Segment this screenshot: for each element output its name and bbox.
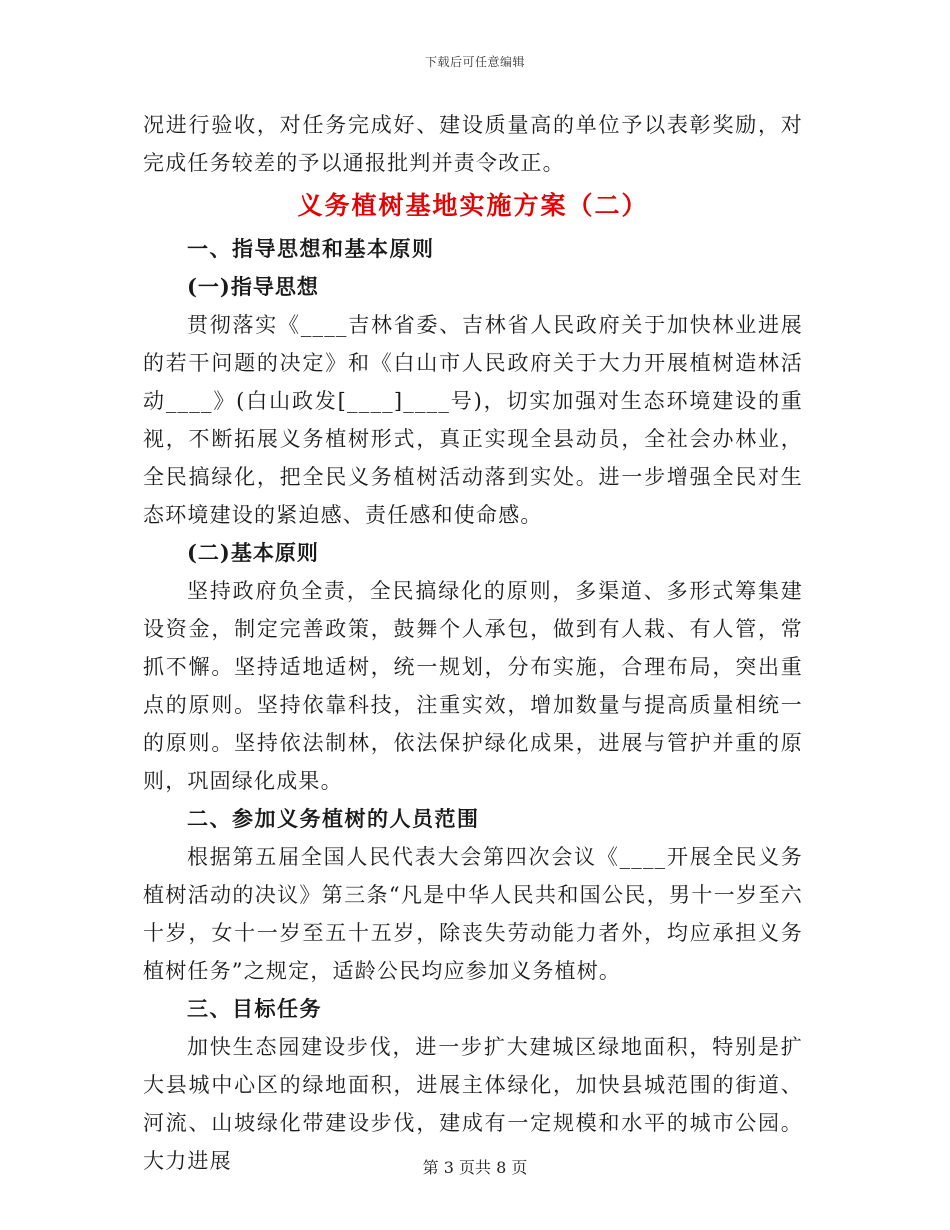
- document-body: [143, 106, 803, 1180]
- subsection-basic-principles-heading: (二)基本原则: [187, 540, 319, 565]
- subsection-guiding-ideology-heading: (一)指导思想: [187, 274, 319, 299]
- page-header-note: 下载后可任意编辑: [424, 55, 525, 69]
- basic-principles-paragraph: 坚持政府负全责，全民搞绿化的原则，多渠道、多形式筹集建设资金，制定完善政策，鼓舞个人承包，做到有人栽、有人管，常抓不懈。坚持适地适树，统一规划，分布实施，合理布局，突出重点的原则。坚持依靠科技，注重实效，增加数量与提高质量相统一的原则。坚持依法制林，依法保护绿化成果，进展与管护并重的原则，巩固绿化成果。: [143, 579, 803, 793]
- section-1-heading: 一、指导思想和基本原则: [187, 236, 435, 261]
- section-2-heading: 二、参加义务植树的人员范围: [187, 806, 480, 831]
- document-title: 义务植树基地实施方案（二）: [297, 191, 649, 220]
- section-3-heading: 三、目标任务: [187, 996, 322, 1021]
- guiding-ideology-paragraph: 贯彻落实《____吉林省委、吉林省人民政府关于加快林业进展的若干问题的决定》和《白山市人民政府关于大力开展植树造林活动____》(白山政发[____]____号)，切实加强对生态环境建设的重视，不断拓展义务植树形式，真正实现全县动员，全社会办林业，全民搞绿化，把全民义务植树活动落到实处。进一步增强全民对生态环境建设的紧迫感、责任感和使命感。: [143, 313, 803, 527]
- page-number-footer: 第 3 页共 8 页: [422, 1158, 528, 1177]
- section-3-paragraph: 加快生态园建设步伐，进一步扩大建城区绿地面积，特别是扩大县城中心区的绿地面积，进展主体绿化，加快县城范围的街道、河流、山坡绿化带建设步伐，建成有一定规模和水平的城市公园。大力进展: [143, 1035, 803, 1173]
- section-2-paragraph: 根据第五届全国人民代表大会第四次会议《____开展全民义务植树活动的决议》第三条“凡是中华人民共和国公民，男十一岁至六十岁，女十一岁至五十五岁，除丧失劳动能力者外，均应承担义务植树任务”之规定，适龄公民均应参加义务植树。: [143, 845, 803, 983]
- continuation-paragraph: 况进行验收，对任务完成好、建设质量高的单位予以表彰奖励，对完成任务较差的予以通报批判并责令改正。: [143, 113, 803, 175]
